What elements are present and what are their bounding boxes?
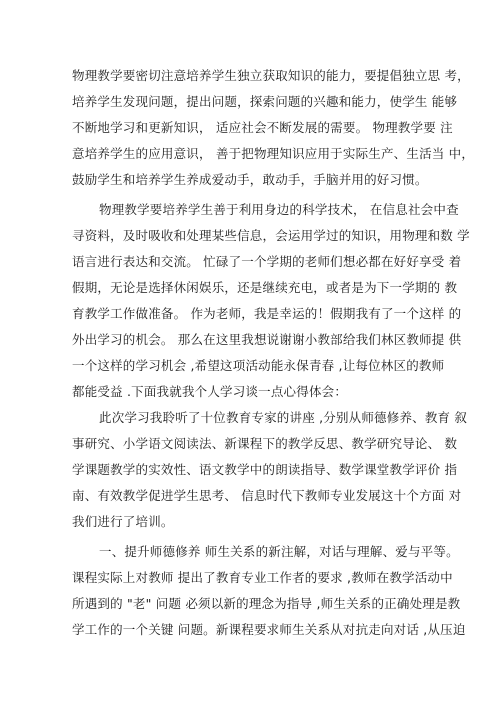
paragraph-1-line-3: 不断地学习和更新知识， 适应社会不断发展的需要。 物理教学要 注 [72, 120, 453, 135]
paragraph-3-line-3: 学课题教学的实效性、语文教学中的朗读指导、数学课堂教学评价 指 [72, 462, 458, 477]
paragraph-4-line-2: 课程实际上对教师 提出了教育专业工作者的要求 ,教师在教学活动中 [72, 570, 453, 585]
paragraph-2-line-6: 外出学习的机会。 那么在这里我想说谢谢小教部给我们林区教师提 供 [72, 332, 462, 347]
paragraph-1-line-5: 鼓励学生和培养学生养成爱动手，敢动手，手脑并用的好习惯。 [72, 172, 428, 187]
paragraph-2-line-4: 假期，无论是选择休闲娱乐，还是继续充电，或者是为下一学期的 教 [72, 280, 458, 295]
paragraph-2-line-1: 物理教学要培养学生善于利用身边的科学技术， 在信息社会中查 [99, 202, 459, 217]
paragraph-2-line-3: 语言进行表达和交流。 忙碌了一个学期的老师们想必都在好好享受 着 [72, 254, 462, 269]
paragraph-2-line-2: 寻资料，及时吸收和处理某些信息，会运用学过的知识，用物理和数 学 [72, 228, 470, 243]
paragraph-3-line-5: 我们进行了培训。 [72, 514, 174, 529]
paragraph-4-line-4: 学工作的一个关键 问题。新课程要求师生关系从对抗走向对话 ,从压迫 [72, 622, 466, 637]
paragraph-2-line-7: 一个这样的学习机会 ,希望这项活动能永保青春 ,让每位林区的教师 [72, 358, 445, 373]
paragraph-1-line-2: 培养学生发现问题，提出问题，探索问题的兴趣和能力，使学生 能够 [72, 94, 458, 109]
paragraph-2-line-8: 都能受益 .下面我就我个人学习谈一点心得体会： [72, 384, 348, 399]
paragraph-2-line-5: 育教学工作做准备。 作为老师，我是幸运的！假期我有了一个这样 的 [72, 306, 462, 321]
paragraph-4-line-1: 一、提升师德修养 师生关系的新注解，对话与理解、爱与平等。 [99, 544, 459, 559]
paragraph-3-line-1: 此次学习我聆听了十位教育专家的讲座 ,分别从师德修养、教育 叙 [99, 410, 468, 425]
paragraph-1-line-4: 意培养学生的应用意识， 善于把物理知识应用于实际生产、生活当 中， [72, 146, 475, 161]
paragraph-3-line-4: 南、有效教学促进学生思考、 信息时代下教师专业发展这十个方面 对 [72, 488, 462, 503]
paragraph-4-line-3: 所遇到的 "老" 问题 必须以新的理念为指导 ,师生关系的正确处理是教 [72, 596, 461, 611]
paragraph-1-line-1: 物理教学要密切注意培养学生独立获取知识的能力，要提倡独立思 考， [72, 68, 470, 83]
paragraph-3-line-2: 事研究、小学语文阅读法、新课程下的教学反思、教学研究导论、 数 [72, 436, 458, 451]
